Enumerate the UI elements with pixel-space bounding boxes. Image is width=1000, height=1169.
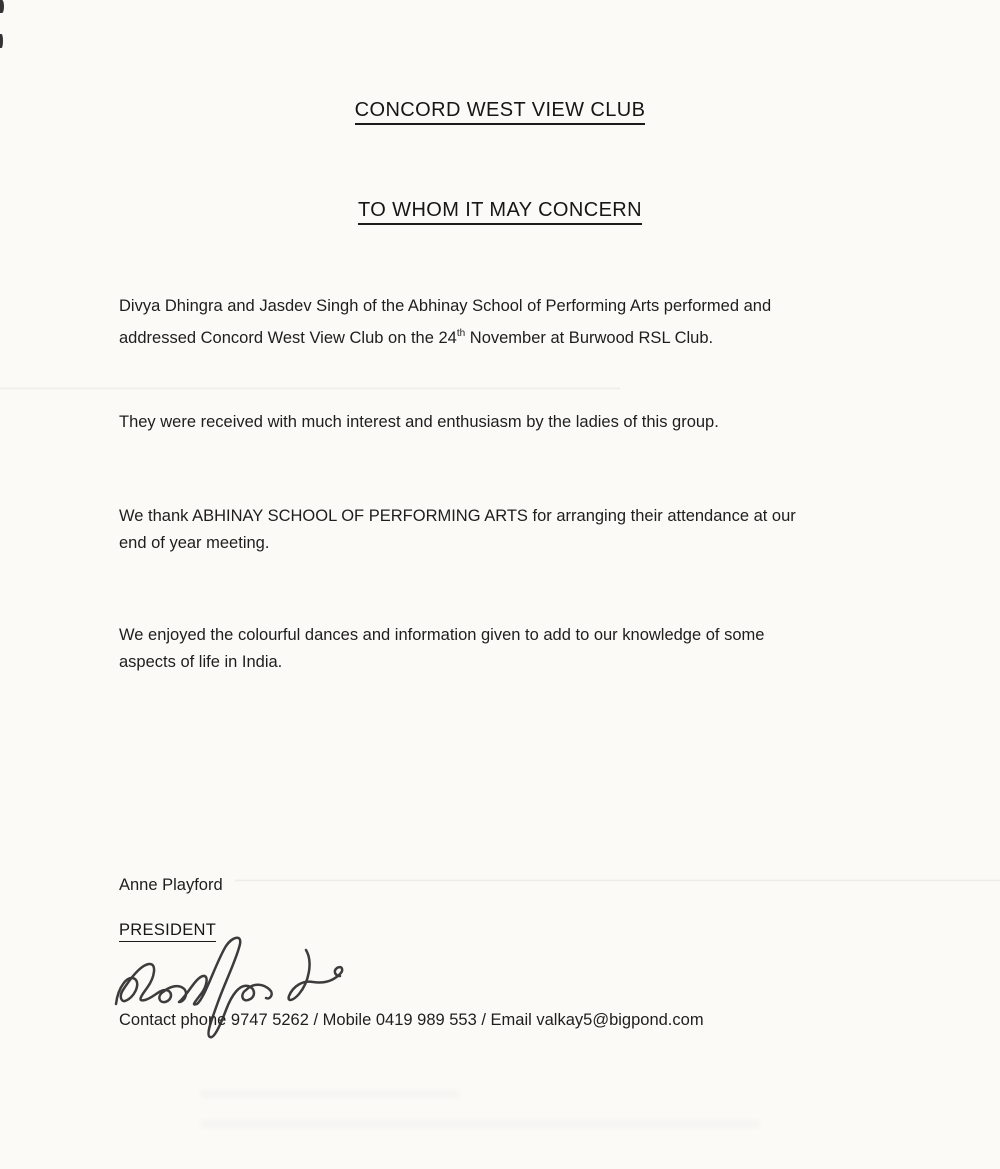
signoff-role [119, 921, 216, 940]
paragraph2-line1: They were received with much interest and enthusiasm by the ladies of this group. [119, 413, 719, 431]
paragraph3-line1: We thank ABHINAY SCHOOL OF PERFORMING ARTS for arranging their attendance at our [119, 507, 796, 525]
paragraph3-line2: end of year meeting. [119, 534, 270, 552]
paragraph-performance-details [119, 293, 909, 352]
paper-fold-line [0, 387, 620, 390]
text-line [119, 503, 909, 530]
bleed-through-ghosting [200, 1120, 760, 1128]
text-line [119, 622, 909, 649]
scan-edge-artifact [0, 34, 3, 48]
paragraph1-line2-after: November at Burwood RSL Club. [465, 329, 714, 347]
text-line [119, 293, 909, 320]
bleed-through-ghosting [200, 1090, 460, 1098]
scan-edge-artifact [0, 0, 4, 13]
letter-title-text: CONCORD WEST VIEW CLUB [355, 99, 646, 125]
signoff-name: Anne Playford [119, 876, 223, 894]
salutation-text: TO WHOM IT MAY CONCERN [358, 199, 642, 225]
text-line [119, 530, 909, 557]
paragraph1-line1: Divya Dhingra and Jasdev Singh of the Abhinay School of Performing Arts performed and [119, 297, 772, 315]
paper-fold-line [235, 879, 1000, 882]
paragraph4-line2: aspects of life in India. [119, 653, 283, 671]
signoff-role-text: PRESIDENT [119, 921, 216, 942]
paragraph4-line1: We enjoyed the colourful dances and information given to add to our knowledge of some [119, 626, 765, 644]
text-line [119, 409, 909, 436]
contact-details-line: Contact phone 9747 5262 / Mobile 0419 989 553 / Email valkay5@bigpond.com [119, 1011, 704, 1029]
paragraph-thanks [119, 503, 909, 557]
letter-title [0, 99, 1000, 122]
paragraph1-line2-before: addressed Concord West View Club on the 24 [119, 329, 457, 347]
paragraph-reception [119, 409, 909, 436]
text-line [119, 649, 909, 676]
text-line [119, 320, 909, 352]
salutation-heading [0, 199, 1000, 222]
ordinal-superscript: th [456, 328, 466, 339]
paragraph-enjoyment [119, 622, 909, 676]
